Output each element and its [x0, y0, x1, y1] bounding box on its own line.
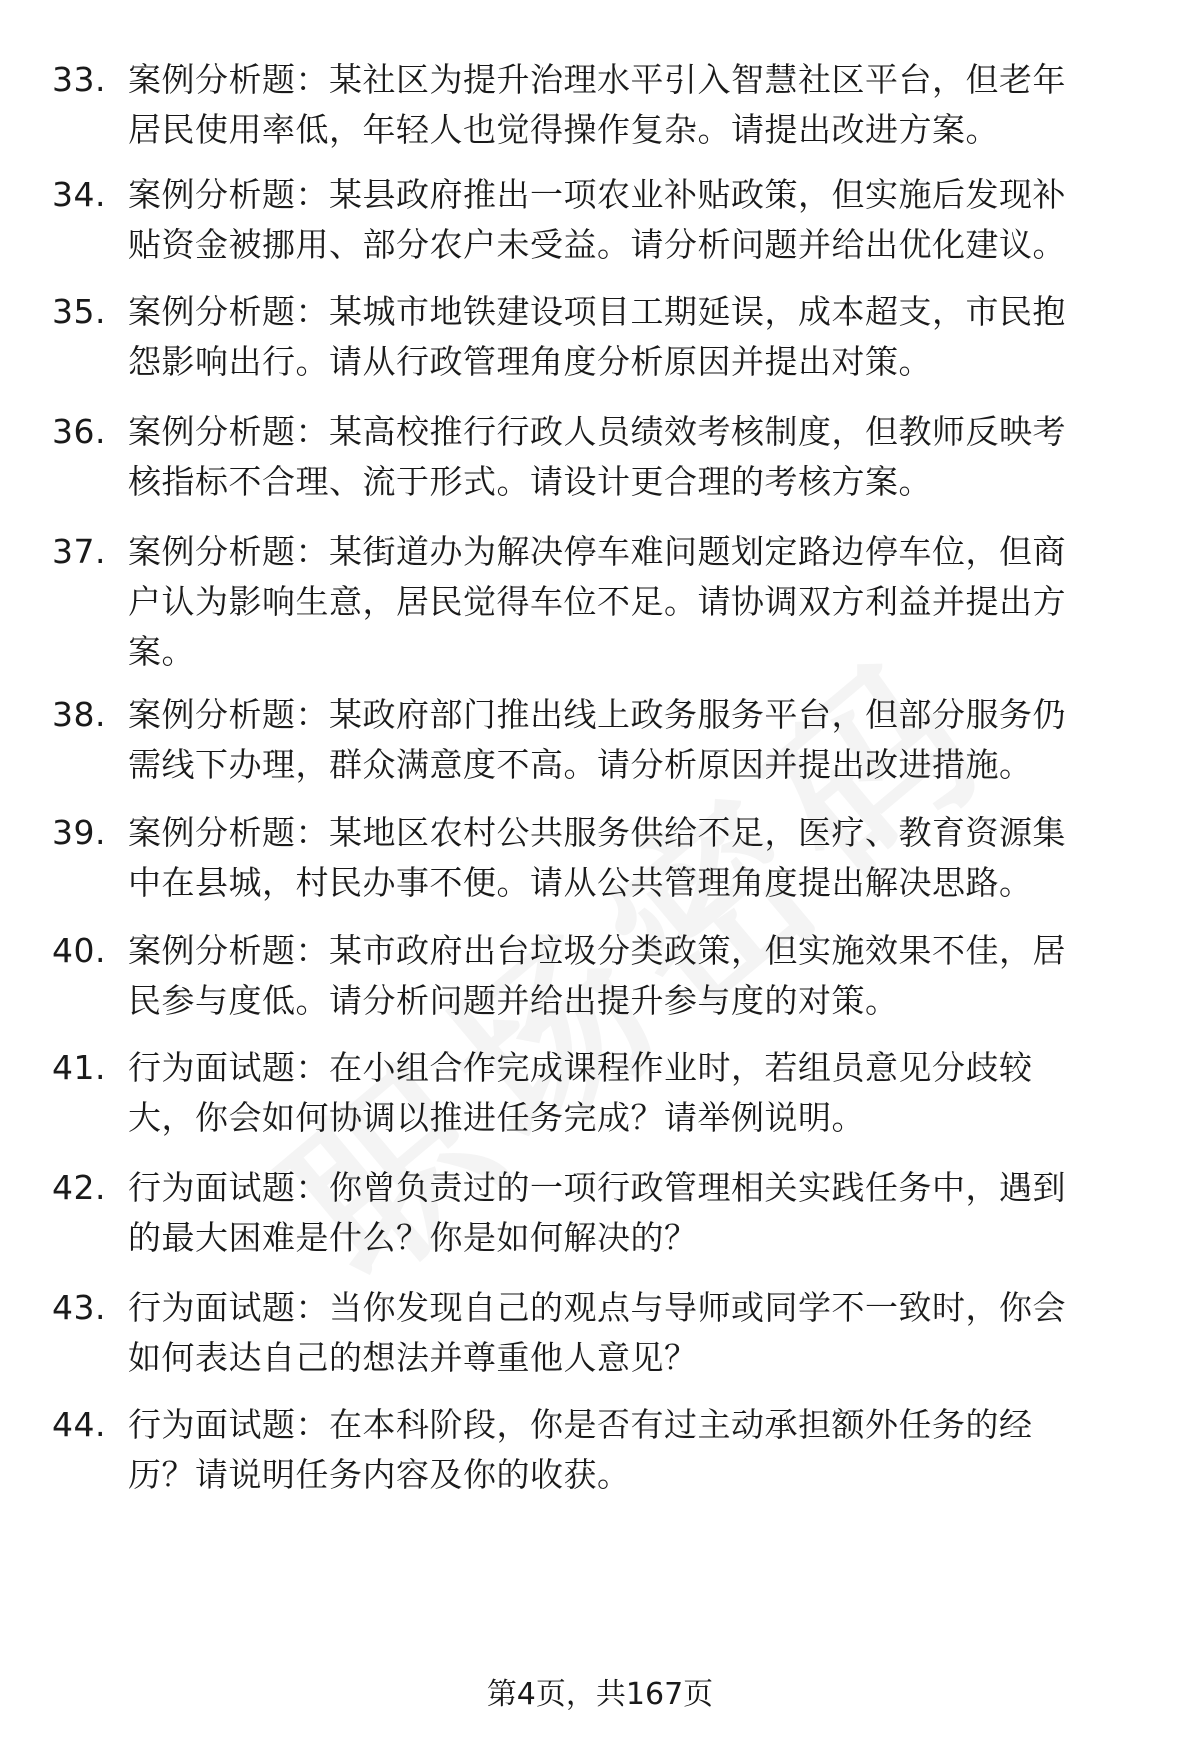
- question-text: [128, 407, 1138, 507]
- question-text: [128, 1043, 1138, 1143]
- question-line: 需线下办理，群众满意度不高。请分析原因并提出改进措施。: [128, 745, 1033, 784]
- question-number: 40.: [52, 931, 106, 970]
- question-number: 39.: [52, 813, 106, 852]
- question-line: 案例分析题：某街道办为解决停车难问题划定路边停车位，但商: [128, 532, 1066, 571]
- question-text: [128, 808, 1138, 908]
- question-line: 历？请说明任务内容及你的收获。: [128, 1455, 631, 1494]
- question-line: 案例分析题：某高校推行行政人员绩效考核制度，但教师反映考: [128, 412, 1066, 451]
- question-number: 44.: [52, 1405, 106, 1444]
- question-line: 大，你会如何协调以推进任务完成？请举例说明。: [128, 1098, 865, 1137]
- question-text: [128, 287, 1138, 387]
- question-line: 案例分析题：某县政府推出一项农业补贴政策，但实施后发现补: [128, 175, 1066, 214]
- question-line: 贴资金被挪用、部分农户未受益。请分析问题并给出优化建议。: [128, 225, 1066, 264]
- question-number: 35.: [52, 292, 106, 331]
- question-line: 行为面试题：当你发现自己的观点与导师或同学不一致时，你会: [128, 1288, 1066, 1327]
- page-number-footer: 第4页，共167页: [486, 1677, 714, 1712]
- question-line: 案例分析题：某地区农村公共服务供给不足，医疗、教育资源集: [128, 813, 1066, 852]
- question-line: 案例分析题：某政府部门推出线上政务服务平台，但部分服务仍: [128, 695, 1066, 734]
- question-line: 行为面试题：在小组合作完成课程作业时，若组员意见分歧较: [128, 1048, 1033, 1087]
- question-line: 案例分析题：某社区为提升治理水平引入智慧社区平台，但老年: [128, 60, 1066, 99]
- question-line: 中在县城，村民办事不便。请从公共管理角度提出解决思路。: [128, 863, 1033, 902]
- question-text: [128, 527, 1138, 677]
- question-text: [128, 926, 1138, 1026]
- question-text: [128, 690, 1138, 790]
- question-line: 的最大困难是什么？你是如何解决的？: [128, 1218, 698, 1257]
- question-line: 核指标不合理、流于形式。请设计更合理的考核方案。: [128, 462, 932, 501]
- question-number: 41.: [52, 1048, 106, 1087]
- question-text: [128, 55, 1138, 155]
- question-number: 33.: [52, 60, 106, 99]
- question-line: 怨影响出行。请从行政管理角度分析原因并提出对策。: [128, 342, 932, 381]
- question-line: 民参与度低。请分析问题并给出提升参与度的对策。: [128, 981, 899, 1020]
- question-number: 42.: [52, 1168, 106, 1207]
- question-line: 行为面试题：你曾负责过的一项行政管理相关实践任务中，遇到: [128, 1168, 1066, 1207]
- question-text: [128, 1283, 1138, 1383]
- question-number: 38.: [52, 695, 106, 734]
- question-line: 案。: [128, 632, 195, 671]
- question-text: [128, 1163, 1138, 1263]
- question-number: 36.: [52, 412, 106, 451]
- question-number: 34.: [52, 175, 106, 214]
- question-line: 居民使用率低，年轻人也觉得操作复杂。请提出改进方案。: [128, 110, 999, 149]
- question-line: 如何表达自己的想法并尊重他人意见？: [128, 1338, 698, 1377]
- question-line: 行为面试题：在本科阶段，你是否有过主动承担额外任务的经: [128, 1405, 1033, 1444]
- question-text: [128, 1400, 1138, 1500]
- question-line: 户认为影响生意，居民觉得车位不足。请协调双方利益并提出方: [128, 582, 1066, 621]
- question-number: 43.: [52, 1288, 106, 1327]
- question-line: 案例分析题：某城市地铁建设项目工期延误，成本超支，市民抱: [128, 292, 1066, 331]
- question-text: [128, 170, 1138, 270]
- question-line: 案例分析题：某市政府出台垃圾分类政策，但实施效果不佳，居: [128, 931, 1066, 970]
- question-number: 37.: [52, 532, 106, 571]
